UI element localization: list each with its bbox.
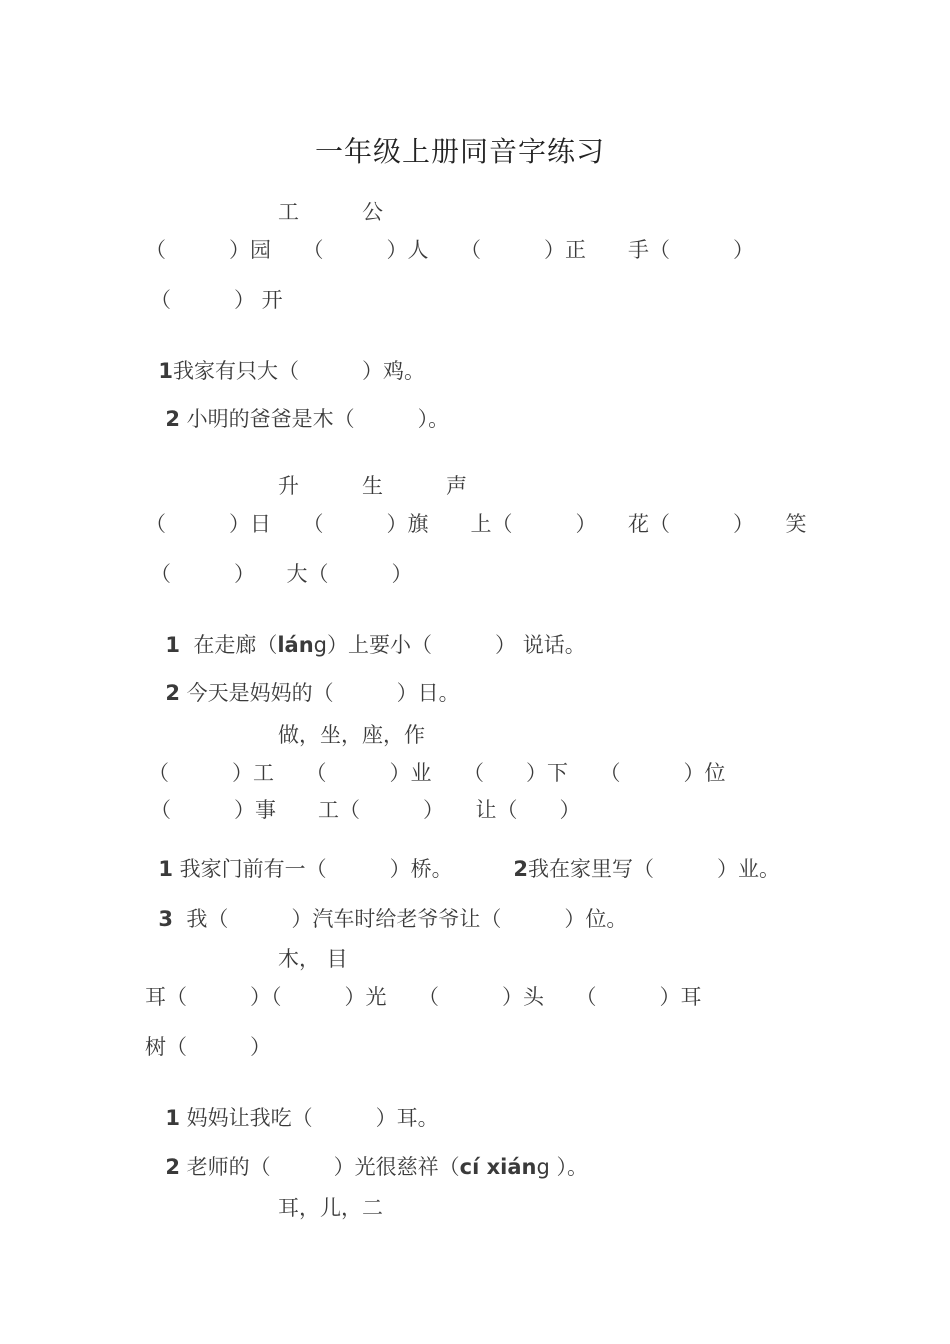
question-number: 2 [165,681,180,705]
pinyin-g: g [536,1155,550,1179]
group1-question1 [145,340,425,382]
question-number: 1 [165,1106,180,1130]
question-number: 2 [165,1155,180,1179]
question-text: 我（ ）汽车时给老爷爷让（ ）位。 [186,907,628,931]
pinyin: lán [277,633,314,657]
group4-question1 [152,1087,439,1129]
group2-question1 [152,614,586,656]
group3-question2 [500,838,780,880]
group4-row1: 耳（ ）（ ）光 （ ）头 （ ）耳 [145,985,702,1009]
question-text: 小明的爸爸是木（ ）。 [186,407,450,431]
pinyin-g: g [313,633,328,657]
question-number: 2 [513,857,528,881]
group3-row2: （ ）事 工（ ） 让（ ） [150,798,581,822]
question-text: 我家有只大（ ）鸡。 [172,359,425,383]
group5-chars: 耳，儿，二 [278,1196,383,1220]
group4-row2: 树（ ） [145,1035,271,1059]
question-number: 1 [158,857,173,881]
page-title: 一年级上册同音字练习 [314,135,605,168]
question-number: 3 [158,907,173,931]
group2-row2: （ ） 大（ ） [150,562,413,586]
pinyin: cí xián [459,1155,537,1179]
question-text: 我在家里写（ ）业。 [527,857,780,881]
group1-question2 [152,388,449,430]
group1-row2: （ ） 开 [150,288,283,312]
group2-question2 [152,662,460,704]
question-text: 我家门前有一（ ）桥。 [179,857,453,881]
group2-chars: 升 生 声 [278,474,467,498]
question-number: 1 [158,359,173,383]
group3-row1: （ ）工 （ ）业 （ ）下 （ ）位 [148,761,726,785]
question-number: 1 [165,633,180,657]
group3-question3 [145,888,627,930]
group3-chars: 做，坐，座，作 [278,723,425,747]
group3-question1 [145,838,453,880]
group4-chars: 木， 目 [278,947,348,971]
group4-question2 [152,1136,588,1178]
question-text-post: ）上要小（ ） 说话。 [327,633,586,657]
group1-chars: 工 公 [278,200,383,224]
question-number: 2 [165,407,180,431]
question-text: 妈妈让我吃（ ）耳。 [186,1106,439,1130]
question-text: 今天是妈妈的（ ）日。 [186,681,460,705]
question-text-post: ）。 [549,1155,589,1179]
group1-row1: （ ）园 （ ）人 （ ）正 手（ ） [145,238,754,262]
question-text-pre: 老师的（ ）光很慈祥（ [186,1155,460,1179]
question-text-pre: 在走廊（ [193,633,278,657]
group2-row1: （ ）日 （ ）旗 上（ ） 花（ ） 笑 [145,512,807,536]
